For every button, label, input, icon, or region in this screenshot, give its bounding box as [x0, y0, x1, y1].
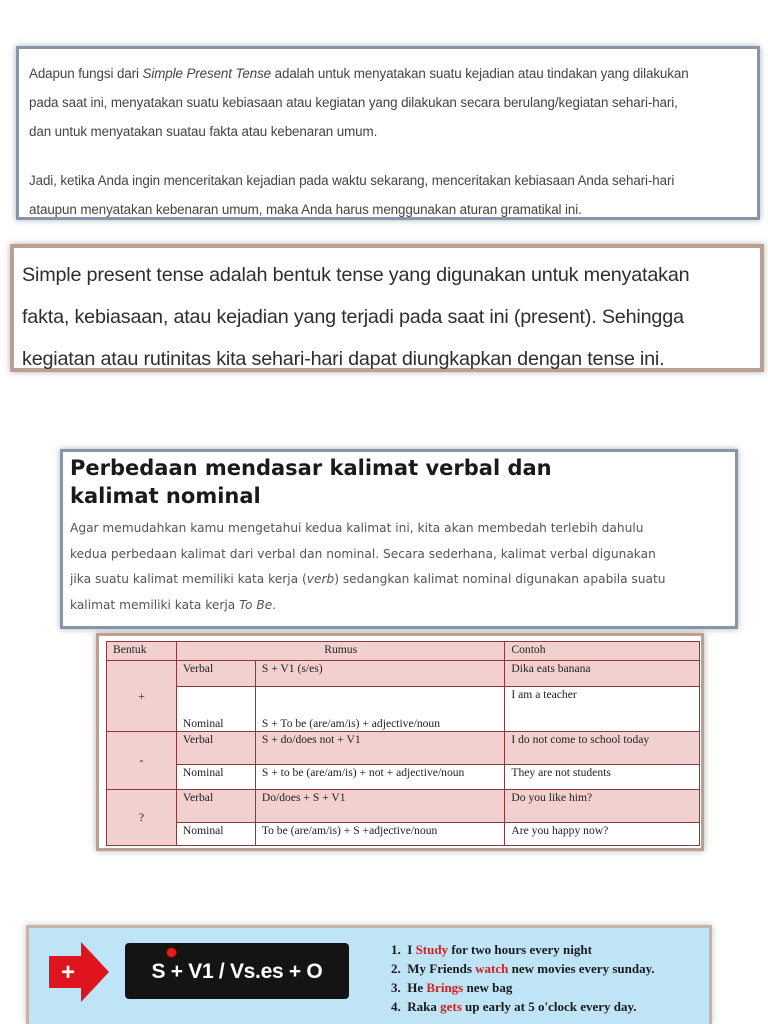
positive-symbol: +: [107, 661, 177, 732]
list-item: 3. He Brings new bag: [391, 980, 513, 995]
paragraph-gap: [29, 146, 747, 166]
definition-line-1: Simple present tense adalah bentuk tense yang digunakan untuk menyatakan: [22, 264, 690, 286]
function-line-2: pada saat ini, menyatakan suatu kebiasaan atau kegiatan yang dilakukan secara berulang/kegiatan sehari-hari,: [29, 95, 678, 110]
positive-formula-banner: [26, 925, 712, 1024]
summary-line-1: Jadi, ketika Anda ingin menceritakan kejadian pada waktu sekarang, menceritakan kebiasaan Anda sehari-hari: [29, 173, 675, 188]
negative-symbol: -: [107, 732, 177, 790]
function-line-1: Adapun fungsi dari Simple Present Tense adalah untuk menyatakan suatu kejadian atau tindakan yang dilakukan: [29, 66, 689, 81]
header-bentuk: Bentuk: [107, 642, 177, 661]
question-symbol: ?: [107, 790, 177, 846]
list-item: 4. Raka gets up early at 5 o'clock every day.: [391, 999, 637, 1014]
table-header-row: [107, 642, 700, 661]
table-row: + Verbal S + V1 (s/es) Dika eats banana: [107, 661, 700, 687]
verb-highlight: gets: [440, 999, 462, 1014]
header-rumus: Rumus: [176, 642, 504, 661]
simple-present-definition-block: [10, 244, 764, 372]
verbal-nominal-block: [60, 449, 738, 629]
function-line-3: dan untuk menyatakan suatau fakta atau kebenaran umum.: [29, 124, 378, 139]
table-row: Nominal S + To be (are/am/is) + adjective/noun I am a teacher: [107, 686, 700, 731]
example-list: [391, 940, 655, 1016]
verb-italic: verb: [306, 572, 335, 586]
red-dot-icon: [166, 947, 177, 958]
table-row: Nominal To be (are/am/is) + S +adjective/noun Are you happy now?: [107, 823, 700, 846]
body-line-3: jika suatu kalimat memiliki kata kerja (verb) sedangkan kalimat nominal digunakan apabila suatu: [70, 572, 666, 586]
list-item: 1. I Study for two hours every night: [391, 942, 592, 957]
table-row: Nominal S + to be (are/am/is) + not + adjective/noun They are not students: [107, 765, 700, 790]
tense-formula-table: [106, 641, 700, 846]
simple-present-function-block: [16, 46, 760, 220]
formula-text: S + V1 / Vs.es + O: [151, 960, 323, 983]
definition-line-2: fakta, kebiasaan, atau kejadian yang terjadi pada saat ini (present). Sehingga: [22, 306, 684, 328]
section-title: Perbedaan mendasar kalimat verbal dan kalimat nominal: [70, 456, 552, 508]
summary-line-2: ataupun menyatakan kebenaran umum, maka Anda harus menggunakan aturan gramatikal ini.: [29, 202, 582, 217]
verb-highlight: Study: [415, 942, 449, 957]
body-line-4: kalimat memiliki kata kerja To Be.: [70, 597, 277, 612]
header-contoh: Contoh: [505, 642, 700, 661]
section-body: [70, 516, 727, 618]
term-italic: Simple Present Tense: [142, 66, 272, 81]
list-item: 2. My Friends watch new movies every sunday.: [391, 961, 655, 976]
body-line-1: Agar memudahkan kamu mengetahui kedua kalimat ini, kita akan membedah terlebih dahulu: [70, 521, 644, 535]
body-line-2: kedua perbedaan kalimat dari verbal dan nominal. Secara sederhana, kalimat verbal digunakan: [70, 546, 656, 561]
definition-line-3: kegiatan atau rutinitas kita sehari-hari dapat diungkapkan dengan tense ini.: [22, 348, 665, 370]
tense-formula-table-card: [96, 633, 704, 851]
formula-box: [125, 943, 349, 999]
red-arrow-icon: [49, 942, 109, 1002]
verb-highlight: watch: [475, 961, 509, 976]
verb-highlight: Brings: [426, 980, 464, 995]
tobe-italic: To Be: [239, 597, 273, 612]
table-row: ? Verbal Do/does + S + V1 Do you like him?: [107, 790, 700, 823]
plus-sign: +: [60, 959, 76, 986]
table-row: - Verbal S + do/does not + V1 I do not come to school today: [107, 732, 700, 765]
